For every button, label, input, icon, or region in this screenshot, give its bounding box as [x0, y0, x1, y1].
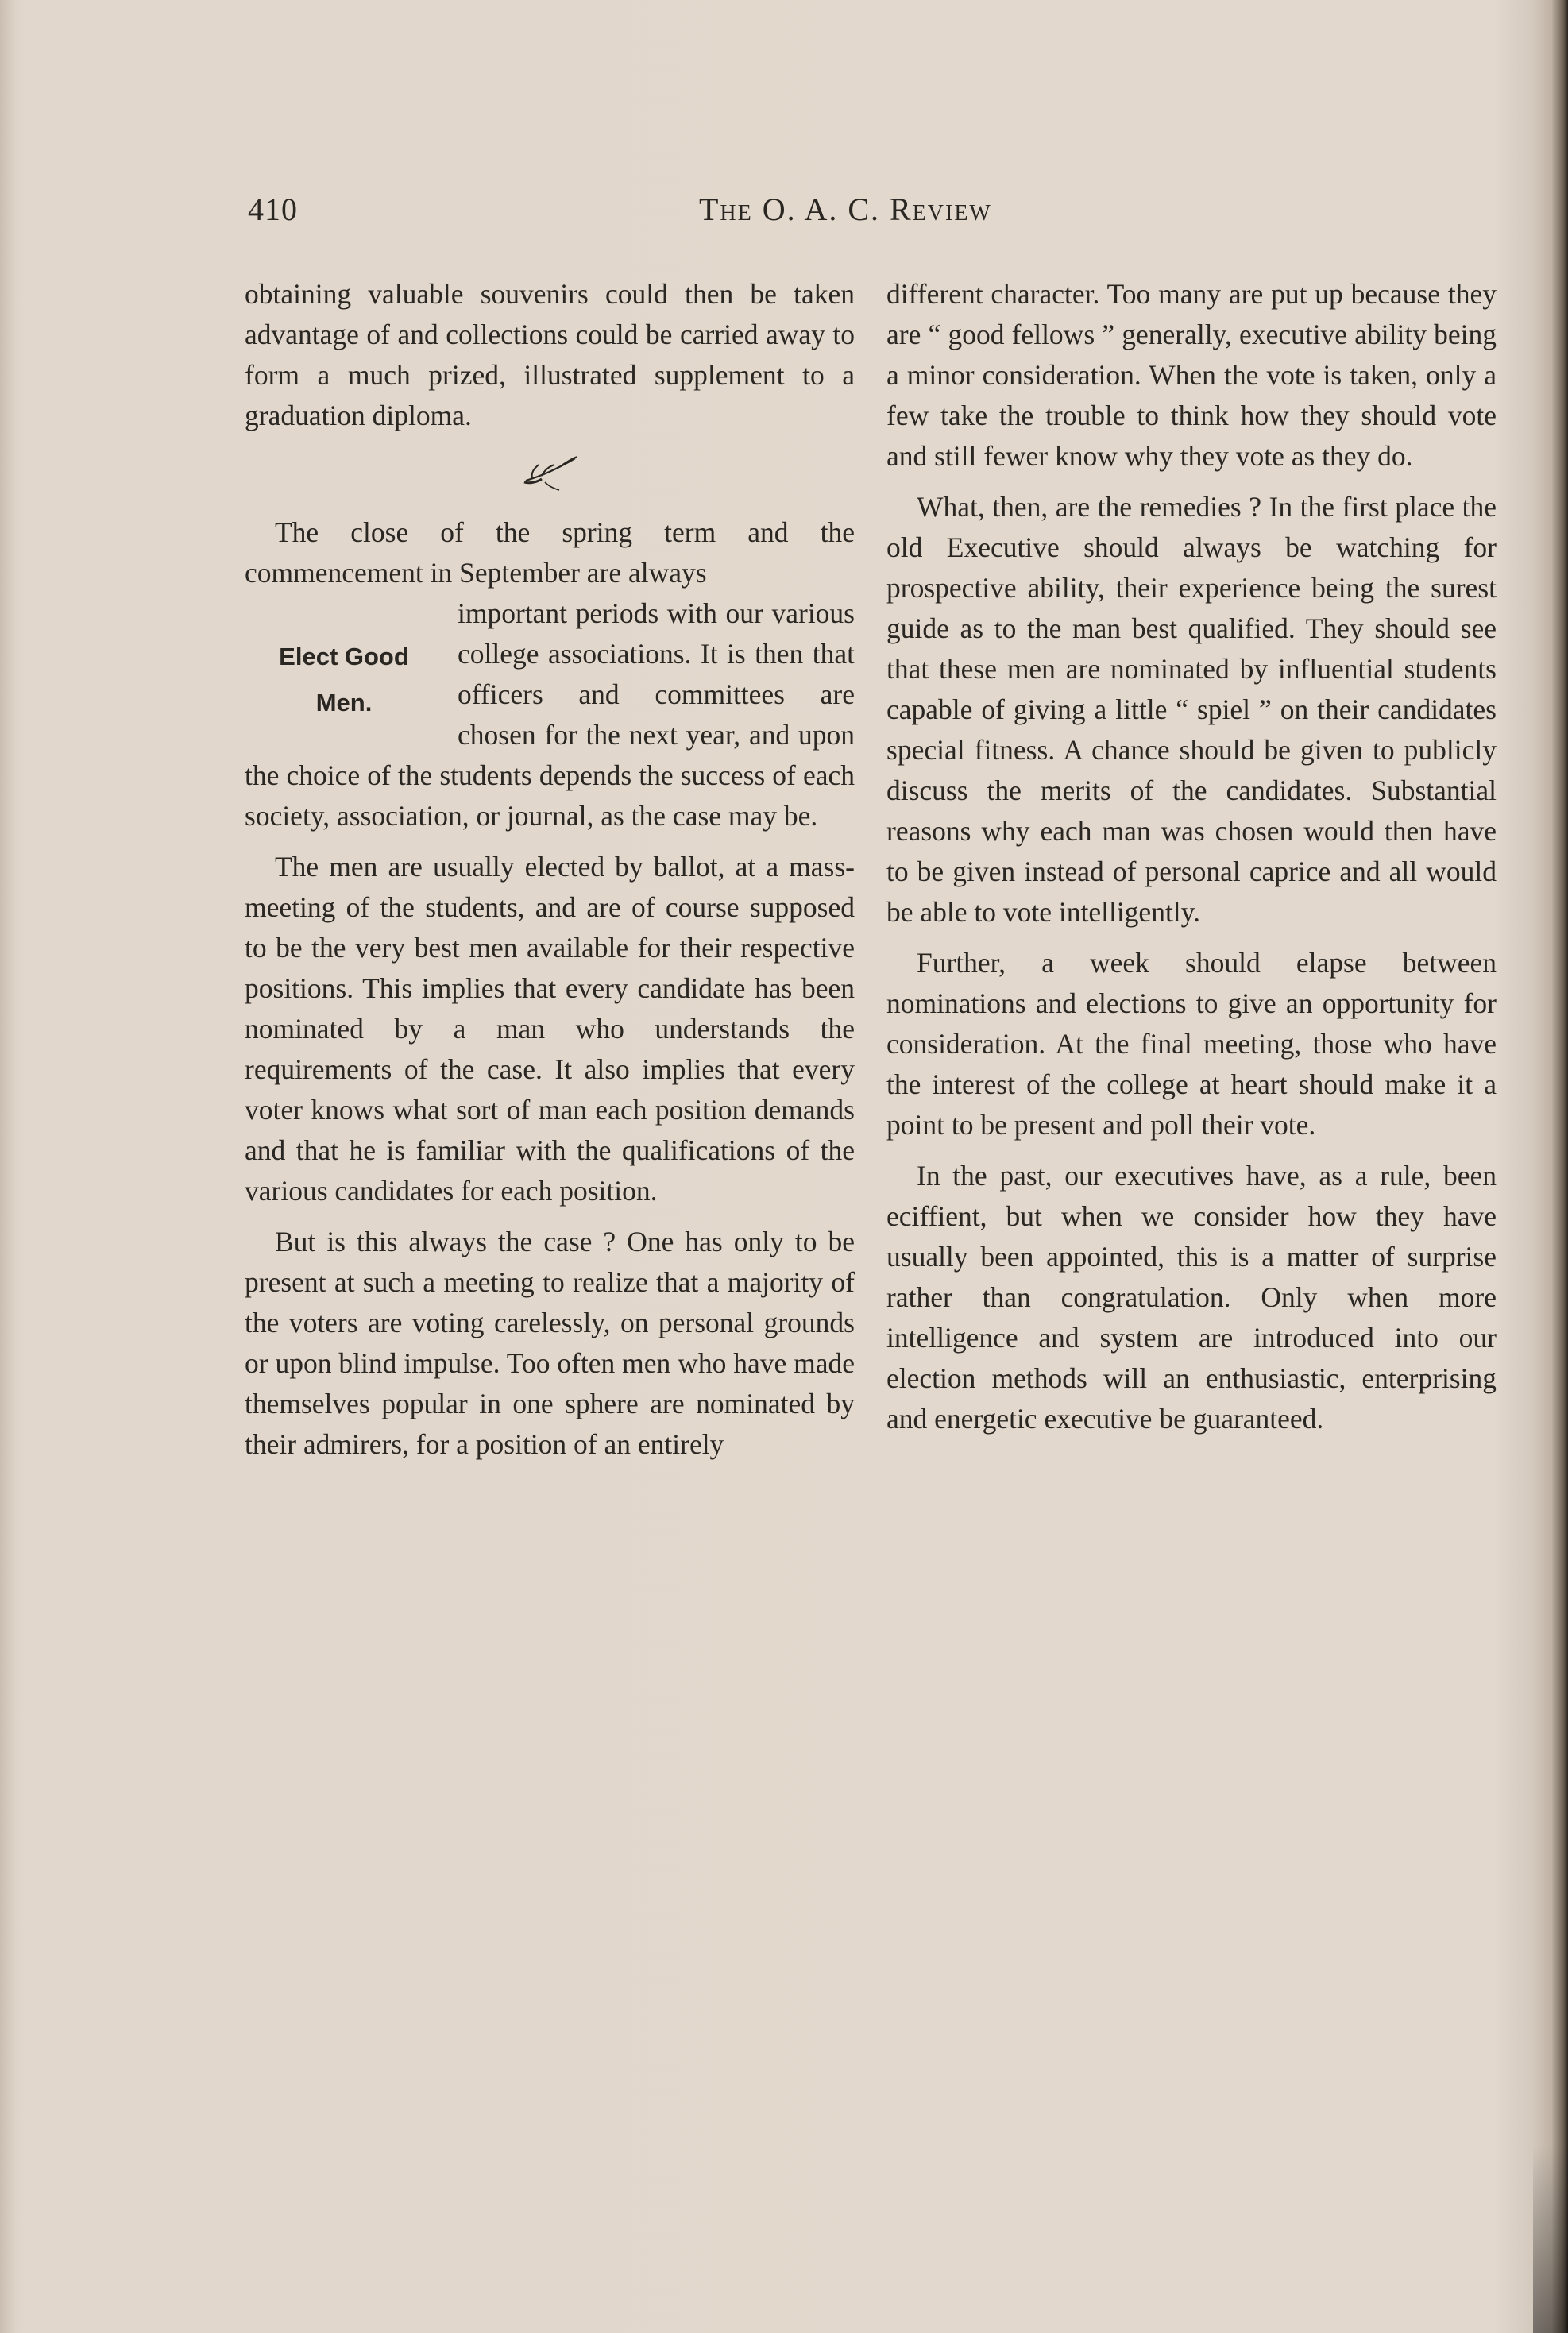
corner-shadow	[1533, 2145, 1568, 2333]
page-number: 410	[248, 191, 298, 227]
right-column	[886, 274, 1497, 1450]
page-header	[248, 191, 1519, 238]
margin-heading-line: Elect Good	[279, 643, 409, 670]
paragraph: The men are usually elected by ballot, at a mass-meeting of the students, and are of course supposed to be the very best men available for their respective positions. This implies that every candidate has been nominated by a man who understands the requirements of the case. It also implies that every voter knows what sort of man each position demands and that he is familiar with the qualifications of the various candidates for each position.	[245, 851, 855, 1207]
left-column	[245, 274, 855, 1475]
paragraph: different character. Too many are put up because they are “ good fellows ” generally, executive ability being a minor consideration. When the vote is taken, only a few take the trouble to think how they should vote and still fewer know why they vote as they do.	[886, 278, 1497, 472]
paragraph: Further, a week should elapse between nominations and elections to give an opportunity for consideration. At the final meeting, those who have the interest of the college at heart should make it a point to be present and poll their vote.	[886, 947, 1497, 1141]
paragraph: In the past, our executives have, as a rule, been eciffient, but when we consider how they have usually been appointed, this is a matter of surprise rather than congratulation. Only when more intelligence and system are introduced into our election methods will an enthusiastic, enterprising and energetic executive be guaranteed.	[886, 1160, 1497, 1435]
binding-edge	[1552, 0, 1568, 2333]
paragraph: But is this always the case ? One has only to be present at such a meeting to realize that a majority of the voters are voting carelessly, on personal grounds or upon blind impulse. Too often men who have made themselves popular in one sphere are nominated by their admirers, for a position of an entirely	[245, 1226, 855, 1460]
margin-heading-line: Men.	[315, 689, 373, 717]
paragraph: What, then, are the remedies ? In the first place the old Executive should always be watching for prospective ability, their experience being the surest guide as to the man best qualified. They should see that these men are nominated by influential students capable of giving a little “ spiel ” on their candidates special fitness. A chance should be given to publicly discuss the merits of the candidates. Substantial reasons why each man was chosen would then have to be given instead of personal caprice and all would be able to vote intelligently.	[886, 491, 1497, 928]
left-page-edge	[0, 0, 14, 2333]
paragraph-with-sidenote	[245, 593, 855, 836]
leaf-ornament-icon	[518, 447, 581, 495]
margin-heading	[245, 593, 443, 755]
paragraph: obtaining valuable souvenirs could then be taken advantage of and collections could be carried away to form a much prized, illustrated supplement to a graduation diploma.	[245, 278, 855, 431]
running-head: The O. A. C. Review	[699, 191, 992, 227]
paragraph: important periods with our various college associations. It is then that officers and committees are chosen for the next year, and upon the choice of the students depends the success of each society, association, or journal, as the case may be.	[245, 597, 855, 832]
paragraph-lead: The close of the spring term and the commencement in September are always	[245, 516, 855, 589]
